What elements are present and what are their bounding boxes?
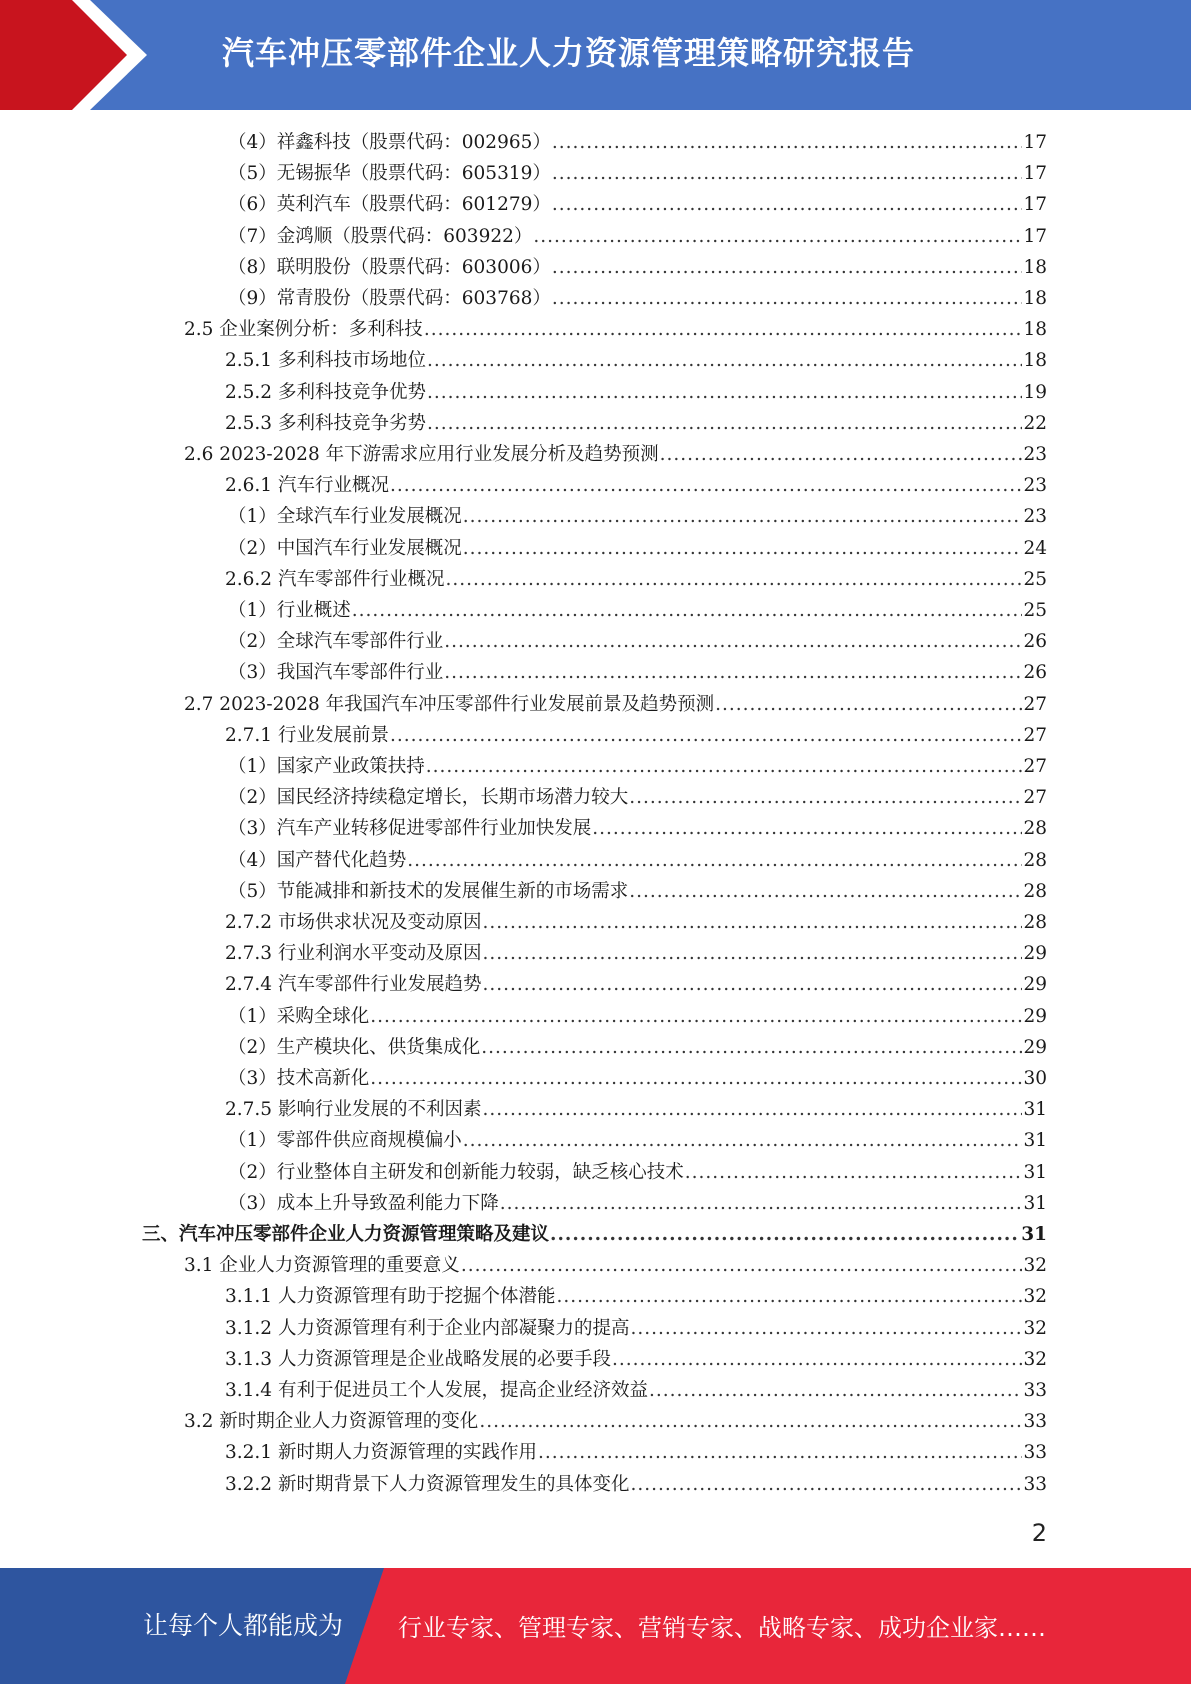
toc-entry-title: 2.6.2 汽车零部件行业概况 — [225, 568, 445, 590]
toc-entry[interactable] — [228, 1157, 1047, 1188]
toc-entry[interactable] — [228, 1001, 1047, 1032]
toc-entry-title: 2.7.2 市场供求状况及变动原因 — [225, 912, 482, 933]
toc-entry-title: 2.7.5 影响行业发展的不利因素 — [225, 1099, 482, 1121]
toc-entry-title: 2.5.1 多利科技市场地位 — [225, 350, 426, 372]
toc-entry-title: （6）英利汽车（股票代码：601279） — [228, 194, 551, 216]
toc-leader-dots — [481, 1032, 1022, 1063]
toc-entry-title: 2.6.1 汽车行业概况 — [225, 475, 389, 497]
toc-entry-title: 3.1.4 有利于促进员工个人发展，提高企业经济效益 — [225, 1380, 648, 1401]
toc-entry-title: （7）金鸿顺（股票代码：603922） — [228, 225, 533, 247]
toc-entry-page: 32 — [1023, 1317, 1047, 1339]
toc-entry-page: 32 — [1023, 1286, 1047, 1308]
toc-entry-title: 2.5.2 多利科技竞争优势 — [225, 381, 426, 403]
toc-entry[interactable] — [142, 1219, 1047, 1250]
toc-entry-title: 3.2 新时期企业人力资源管理的变化 — [184, 1411, 479, 1433]
toc-entry-title: 3.1 企业人力资源管理的重要意义 — [184, 1255, 460, 1277]
toc-entry-page: 17 — [1023, 194, 1047, 216]
toc-leader-dots — [370, 1001, 1022, 1032]
toc-entry[interactable] — [228, 1032, 1047, 1063]
toc-entry[interactable] — [225, 345, 1047, 376]
toc-entry-page: 29 — [1023, 974, 1047, 996]
toc-entry[interactable] — [228, 252, 1047, 283]
toc-leader-dots — [629, 876, 1022, 907]
toc-leader-dots — [370, 1063, 1022, 1094]
toc-leader-dots — [552, 283, 1023, 314]
toc-leader-dots — [649, 1375, 1022, 1406]
toc-entry-page: 24 — [1023, 537, 1047, 559]
toc-entry[interactable] — [228, 1125, 1047, 1156]
toc-leader-dots — [533, 221, 1022, 252]
toc-leader-dots — [552, 158, 1023, 189]
toc-leader-dots — [424, 314, 1023, 345]
toc-entry[interactable] — [228, 657, 1047, 688]
toc-entry-page: 29 — [1023, 1005, 1047, 1027]
toc-entry[interactable] — [228, 876, 1047, 907]
toc-entry[interactable] — [225, 720, 1047, 751]
toc-entry[interactable] — [225, 1375, 1047, 1406]
toc-entry-page: 17 — [1023, 225, 1047, 247]
toc-entry[interactable] — [225, 907, 1047, 938]
toc-entry-page: 28 — [1023, 818, 1047, 840]
toc-entry-page: 25 — [1023, 568, 1047, 590]
toc-entry-page: 31 — [1023, 1130, 1047, 1152]
toc-entry-page: 22 — [1023, 412, 1047, 434]
toc-leader-dots — [479, 1406, 1022, 1437]
toc-entry[interactable] — [228, 158, 1047, 189]
header-arrow-decoration — [0, 0, 150, 110]
toc-leader-dots — [482, 969, 1022, 1000]
toc-leader-dots — [427, 377, 1022, 408]
toc-leader-dots — [629, 782, 1022, 813]
toc-leader-dots — [550, 1219, 1020, 1250]
toc-leader-dots — [427, 408, 1022, 439]
toc-entry-title: 2.7 2023-2028 年我国汽车冲压零部件行业发展前景及趋势预测 — [184, 693, 715, 715]
toc-entry-title: （4）祥鑫科技（股票代码：002965） — [228, 132, 551, 153]
toc-leader-dots — [538, 1437, 1022, 1468]
toc-entry-page: 26 — [1023, 662, 1047, 684]
toc-leader-dots — [630, 1469, 1022, 1500]
toc-entry-title: （2）全球汽车零部件行业 — [228, 631, 444, 653]
toc-leader-dots — [427, 345, 1022, 376]
toc-leader-dots — [552, 127, 1023, 158]
toc-entry-title: 3.1.3 人力资源管理是企业战略发展的必要手段 — [225, 1348, 611, 1370]
toc-entry-page: 23 — [1023, 444, 1047, 465]
toc-leader-dots — [461, 1250, 1023, 1281]
toc-entry-page: 23 — [1023, 475, 1047, 497]
toc-entry-page: 32 — [1023, 1348, 1047, 1370]
toc-entry[interactable] — [228, 813, 1047, 844]
toc-entry-title: 2.5 企业案例分析：多利科技 — [184, 319, 423, 341]
toc-leader-dots — [630, 1313, 1022, 1344]
toc-entry-page: 31 — [1021, 1224, 1047, 1245]
toc-entry[interactable] — [225, 1313, 1047, 1344]
toc-entry-page: 33 — [1023, 1380, 1047, 1401]
toc-entry[interactable] — [228, 221, 1047, 252]
toc-entry[interactable] — [228, 127, 1047, 158]
toc-entry-page: 33 — [1023, 1473, 1047, 1495]
toc-entry-page: 18 — [1023, 350, 1047, 372]
toc-entry[interactable] — [225, 1281, 1047, 1312]
toc-leader-dots — [444, 657, 1022, 688]
toc-entry-page: 26 — [1023, 631, 1047, 653]
toc-entry-page: 31 — [1023, 1192, 1047, 1214]
toc-entry-title: 2.7.1 行业发展前景 — [225, 724, 389, 746]
toc-entry[interactable] — [225, 408, 1047, 439]
toc-entry-title: （4）国产替代化趋势 — [228, 849, 407, 871]
toc-entry-page: 23 — [1023, 506, 1047, 528]
toc-leader-dots — [390, 470, 1022, 501]
toc-entry[interactable] — [184, 439, 1047, 470]
toc-entry-page: 28 — [1023, 849, 1047, 871]
toc-entry-title: （8）联明股份（股票代码：603006） — [228, 256, 551, 278]
toc-entry[interactable] — [228, 189, 1047, 220]
toc-entry[interactable] — [228, 533, 1047, 564]
toc-entry-title: （2）行业整体自主研发和创新能力较弱，缺乏核心技术 — [228, 1161, 684, 1183]
toc-entry[interactable] — [228, 782, 1047, 813]
toc-leader-dots — [715, 689, 1022, 720]
toc-leader-dots — [556, 1281, 1022, 1312]
toc-entry-title: （1）零部件供应商规模偏小 — [228, 1130, 462, 1152]
toc-entry-title: 3.1.2 人力资源管理有利于企业内部凝聚力的提高 — [225, 1317, 630, 1339]
footer-slogan-right: 行业专家、管理专家、营销专家、战略专家、成功企业家…… — [398, 1614, 1046, 1642]
toc-entry[interactable] — [228, 501, 1047, 532]
toc-entry-title: （3）我国汽车零部件行业 — [228, 662, 444, 684]
toc-entry-page: 27 — [1023, 756, 1047, 777]
report-title: 汽车冲压零部件企业人力资源管理策略研究报告 — [222, 34, 916, 72]
toc-entry[interactable] — [228, 626, 1047, 657]
toc-entry-page: 18 — [1023, 256, 1047, 278]
toc-entry-title: （5）无锡振华（股票代码：605319） — [228, 163, 551, 185]
toc-entry[interactable] — [225, 1344, 1047, 1375]
toc-entry-title: 2.6 2023-2028 年下游需求应用行业发展分析及趋势预测 — [184, 444, 659, 465]
toc-entry-title: 2.7.3 行业利润水平变动及原因 — [225, 943, 482, 965]
toc-entry-page: 27 — [1023, 787, 1047, 809]
toc-leader-dots — [445, 564, 1022, 595]
toc-entry[interactable] — [225, 938, 1047, 969]
toc-entry-page: 28 — [1023, 912, 1047, 933]
toc-entry-title: （3）技术高新化 — [228, 1068, 370, 1089]
toc-entry-title: 3.2.1 新时期人力资源管理的实践作用 — [225, 1442, 537, 1464]
toc-entry-page: 19 — [1023, 381, 1047, 403]
toc-entry-title: （5）节能减排和新技术的发展催生新的市场需求 — [228, 880, 629, 902]
toc-entry-title: （2）国民经济持续稳定增长，长期市场潜力较大 — [228, 787, 629, 809]
toc-leader-dots — [685, 1157, 1023, 1188]
toc-entry[interactable] — [225, 377, 1047, 408]
toc-entry-title: 2.7.4 汽车零部件行业发展趋势 — [225, 974, 482, 996]
toc-entry-title: 三、汽车冲压零部件企业人力资源管理策略及建议 — [142, 1224, 550, 1245]
toc-entry[interactable] — [184, 314, 1047, 345]
toc-entry-title: （1）采购全球化 — [228, 1005, 370, 1027]
toc-entry-title: （1）国家产业政策扶持 — [228, 756, 425, 777]
toc-entry-page: 33 — [1023, 1411, 1047, 1433]
toc-entry-title: 3.1.1 人力资源管理有助于挖掘个体潜能 — [225, 1286, 556, 1308]
toc-entry[interactable] — [228, 1063, 1047, 1094]
toc-entry-title: （1）全球汽车行业发展概况 — [228, 506, 462, 528]
toc-entry[interactable] — [225, 1469, 1047, 1500]
toc-entry-page: 31 — [1023, 1099, 1047, 1121]
page-header — [0, 0, 1191, 110]
toc-entry-title: （2）中国汽车行业发展概况 — [228, 537, 462, 559]
toc-leader-dots — [482, 907, 1022, 938]
toc-entry[interactable] — [225, 564, 1047, 595]
toc-entry-page: 29 — [1023, 943, 1047, 965]
toc-entry[interactable] — [228, 283, 1047, 314]
toc-entry-page: 29 — [1023, 1036, 1047, 1058]
toc-leader-dots — [482, 938, 1022, 969]
toc-entry[interactable] — [184, 1250, 1047, 1281]
footer-slogan-left: 让每个人都能成为 — [143, 1611, 344, 1640]
toc-entry[interactable] — [228, 1188, 1047, 1219]
toc-entry[interactable] — [225, 1437, 1047, 1468]
toc-entry-page: 18 — [1023, 288, 1047, 309]
toc-entry[interactable] — [184, 1406, 1047, 1437]
toc-entry-page: 30 — [1023, 1068, 1047, 1089]
toc-entry[interactable] — [228, 595, 1047, 626]
toc-entry[interactable] — [184, 689, 1047, 720]
toc-leader-dots — [660, 439, 1023, 470]
toc-leader-dots — [444, 626, 1022, 657]
toc-entry[interactable] — [225, 470, 1047, 501]
toc-entry-page: 27 — [1023, 693, 1047, 715]
toc-entry-page: 33 — [1023, 1442, 1047, 1464]
toc-leader-dots — [612, 1344, 1022, 1375]
toc-entry-title: （2）生产模块化、供货集成化 — [228, 1036, 481, 1058]
toc-leader-dots — [463, 501, 1023, 532]
page-number: 2 — [1031, 1519, 1047, 1547]
toc-entry-page: 18 — [1023, 319, 1047, 341]
toc-entry-page: 25 — [1023, 600, 1047, 621]
toc-entry-title: 2.5.3 多利科技竞争劣势 — [225, 412, 426, 434]
toc-leader-dots — [552, 252, 1023, 283]
toc-leader-dots — [407, 845, 1022, 876]
toc-leader-dots — [592, 813, 1022, 844]
toc-leader-dots — [463, 533, 1023, 564]
toc-leader-dots — [352, 595, 1023, 626]
toc-entry[interactable] — [225, 969, 1047, 1000]
toc-entry[interactable] — [228, 751, 1047, 782]
toc-entry-title: （9）常青股份（股票代码：603768） — [228, 288, 551, 309]
toc-entry-page: 28 — [1023, 880, 1047, 902]
toc-entry-page: 17 — [1023, 132, 1047, 153]
toc-entry[interactable] — [228, 845, 1047, 876]
toc-entry-page: 32 — [1023, 1255, 1047, 1277]
toc-leader-dots — [390, 720, 1022, 751]
toc-leader-dots — [463, 1125, 1023, 1156]
toc-entry-title: （3）成本上升导致盈利能力下降 — [228, 1192, 499, 1214]
toc-entry-page: 17 — [1023, 163, 1047, 185]
toc-entry-title: 3.2.2 新时期背景下人力资源管理发生的具体变化 — [225, 1473, 630, 1495]
toc-entry-page: 27 — [1023, 724, 1047, 746]
toc-entry-title: （1）行业概述 — [228, 600, 351, 621]
toc-entry-title: （3）汽车产业转移促进零部件行业加快发展 — [228, 818, 592, 840]
toc-entry-page: 31 — [1023, 1161, 1047, 1183]
toc-leader-dots — [426, 751, 1023, 782]
page-footer — [0, 1568, 1191, 1684]
toc-leader-dots — [552, 189, 1023, 220]
toc-entry[interactable] — [225, 1094, 1047, 1125]
toc-leader-dots — [500, 1188, 1023, 1219]
toc-leader-dots — [482, 1094, 1022, 1125]
